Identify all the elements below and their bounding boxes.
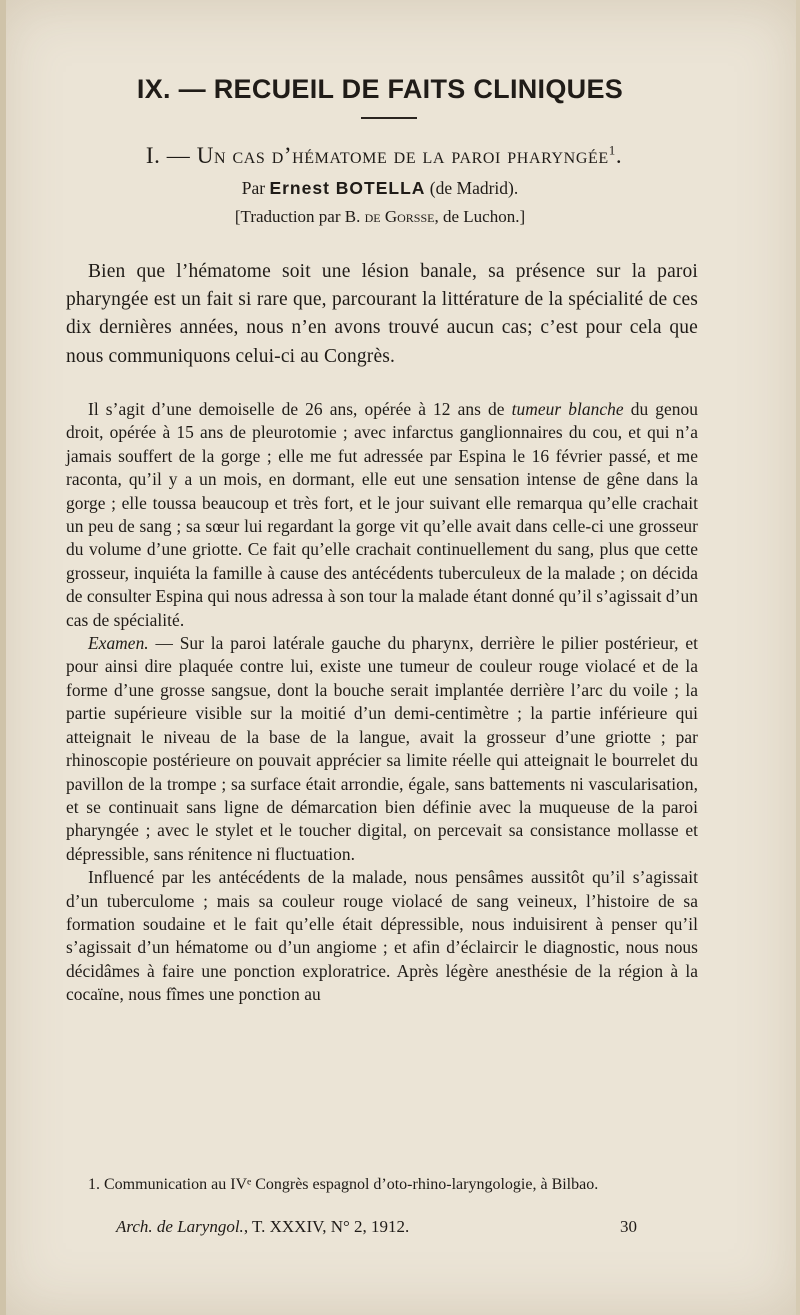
article-title [62, 140, 706, 172]
body-text-block [66, 398, 698, 1007]
translator-particle: de [364, 207, 381, 226]
page-left-edge [0, 0, 6, 1315]
examination-label: Examen. [88, 633, 149, 654]
diagnosis-paragraph: Influencé par les antécédents de la malade, nous pensâmes aussitôt qu’il s’agissait d’un tuberculome ; mais sa couleur rouge violacé de sang veineux, l’histoire de sa formation soudaine et le fait qu’elle était dépressible, nous induisirent à penser qu’il s’agissait d’un hématome ou d’un angiome ; et afin d’éclaircir le diagnostic, nous nous décidâmes à faire une ponction exploratrice. Après légère anesthésie de la région à la cocaïne, nous fîmes une ponction au [66, 867, 698, 1005]
footnote: 1. Communication au IVᵉ Congrès espagnol d’oto-rhino-laryngologie, à Bilbao. [88, 1176, 599, 1193]
article-title-end: . [615, 143, 623, 168]
examination-text: — Sur la paroi latérale gauche du pharynx, derrière le pilier postérieur, et pour ainsi dire plaquée contre lui, existe une tumeur de couleur rouge violacé et de la forme d’une grosse sangsue, dont la bouche serait implantée derrière l’arc du voile ; la partie supérieure visible sur la moitié d’un demi-centimètre ; la partie inférieure qui atteignait le niveau de la base de la langue, avait la grosseur d’une griotte ; par rhinoscopie postérieure on pouvait apprécier sa limite réelle qui atteignait le bourrelet du pavillon de la trompe ; sa surface était arrondie, égale, sans battements ni vascularisation, et se continuait sans ligne de démarcation bien définie avec la muqueuse de la paroi pharyngée ; avec le stylet et le toucher digital, on percevait sa consistance mollasse et dépressible, sans rénitence ni fluctuation. [66, 633, 698, 864]
journal-citation [116, 1216, 409, 1238]
case-history-italic: tumeur blanche [511, 399, 624, 419]
byline [60, 176, 700, 200]
translation-credit [60, 205, 700, 229]
page-number: 30 [620, 1217, 637, 1236]
translation-close: , de Luchon.] [434, 207, 526, 226]
case-history-paragraph [66, 398, 698, 632]
case-history-start: Il s’agit d’une demoiselle de 26 ans, opérée à 12 ans de [88, 399, 512, 419]
translation-open: [Traduction par B. [234, 207, 361, 226]
case-history-rest: du genou droit, opérée à 15 ans de pleurotomie ; avec infarctus ganglionnaires du cou, et qui n’a jamais souffert de la gorge ; elle me fut adressée par Espina le 16 février passé, et me raconta, qu’il y a un mois, en dormant, elle eut une sensation intense de gêne dans la gorge ; elle toussa beaucoup et très fort, et le jour suivant elle remarqua qu’elle crachait un peu de sang ; sa sœur lui regardant la gorge vit qu’elle avait dans celle-ci une grosseur du volume d’une griotte. Ce fait qu’elle crachait continuellement du sang, plus que cette grosseur, inquiéta la famille à cause des antécédents tuberculeux de la malade ; on décida de consulter Espina qui nous adressa à son tour la malade étant donné qu’il s’agissait d’un cas de spécialité. [66, 399, 699, 630]
article-title-text: Un cas d’hématome de la paroi pharyngée [196, 143, 609, 168]
byline-prefix: Par [241, 178, 266, 198]
article-number: I. — [145, 143, 191, 168]
intro-paragraph: Bien que l’hématome soit une lésion banale, sa présence sur la paroi pharyngée est un fait si rare que, parcourant la littérature de la spécialité de ces dix dernières années, nous n’en avons trouvé aucun cas; c’est pour cela que nous communiquons celui-ci au Congrès. [66, 261, 698, 367]
author-affiliation: (de Madrid). [429, 178, 519, 198]
journal-name: Arch. de Laryngol. [116, 1217, 244, 1236]
section-title: IX. — RECUEIL DE FAITS CLINIQUES [136, 74, 624, 104]
footnote-marker[interactable]: 1 [608, 142, 616, 158]
title-rule [361, 117, 417, 119]
author-name: Ernest BOTELLA [269, 178, 426, 198]
page-right-edge [796, 0, 800, 1315]
journal-details: , T. XXXIV, N° 2, 1912. [243, 1217, 410, 1236]
examination-paragraph [66, 632, 698, 866]
translator-name: Gorsse [384, 207, 435, 226]
